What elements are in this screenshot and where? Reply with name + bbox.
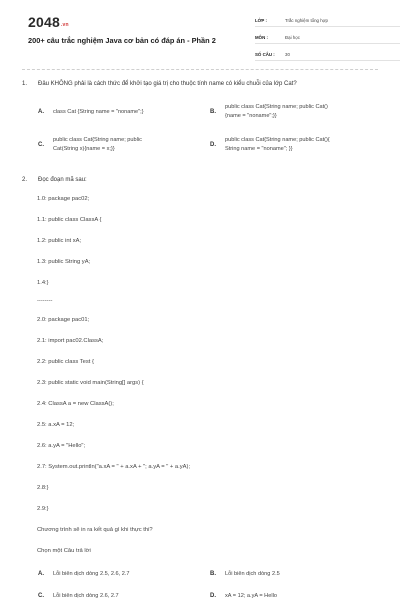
question-number: 2. (22, 177, 28, 183)
meta-label: LỚP : (255, 17, 267, 23)
question-prompt: Chương trình sẽ in ra kết quả gì khi thực thi? (37, 527, 153, 533)
option-letter: A. (38, 571, 44, 577)
answer-instruction: Chọn một Câu trả lời (37, 548, 91, 554)
meta-value: Trắc nghiệm tổng hợp (285, 17, 328, 23)
logo-tld: .vn (60, 22, 69, 28)
option-line: String name = "noname"; }} (225, 146, 293, 152)
meta-value: Đại học (285, 34, 300, 40)
question-number: 1. (22, 81, 28, 87)
question-text: Đọc đoạn mã sau: (38, 177, 87, 183)
code-separator: -------- (37, 298, 53, 304)
meta-row-count (255, 48, 400, 61)
option-line: Lỗi biên dịch dòng 2.5 (225, 571, 280, 577)
question-text: Đâu KHÔNG phải là cách thức để khởi tạo giá trị cho thuộc tính name có kiểu chuỗi của lớp Cat? (38, 81, 297, 87)
option-line: public class Cat{String name; public (53, 137, 142, 143)
code-line: 1.0: package pac02; (37, 196, 90, 202)
code-line: 2.1: import pac02.ClassA; (37, 338, 104, 344)
option-line: Lỗi biên dịch dòng 2.6, 2.7 (53, 593, 119, 599)
option-text (53, 136, 193, 154)
header-divider (22, 69, 378, 70)
option-text (53, 570, 193, 579)
meta-panel (255, 14, 400, 65)
option-line: Cat(String x){name = x;}} (53, 146, 115, 152)
meta-row-subject (255, 31, 400, 44)
meta-row-class (255, 14, 400, 27)
site-logo[interactable] (28, 14, 69, 30)
code-line: 2.5: a.xA = 12; (37, 422, 75, 428)
code-line: 1.3: public String yA; (37, 259, 91, 265)
logo-text: 2048 (28, 14, 60, 30)
option-line: xA = 12; a.yA = Hello (225, 593, 277, 599)
option-letter: D. (210, 142, 216, 148)
option-text (53, 108, 193, 117)
option-letter: A. (38, 109, 44, 115)
option-line: public class Cat{String name; public Cat(){ (225, 137, 330, 143)
option-letter: B. (210, 571, 216, 577)
code-line: 2.9:} (37, 506, 49, 512)
code-line: 1.1: public class ClassA { (37, 217, 102, 223)
code-line: 2.2: public class Test { (37, 359, 94, 365)
option-text (225, 592, 365, 600)
option-letter: D. (210, 593, 216, 599)
worksheet-title: 200+ câu trắc nghiệm Java cơ bản có đáp án - Phần 2 (28, 36, 216, 45)
option-text (225, 103, 365, 121)
worksheet-header (22, 0, 378, 70)
option-line: class Cat {String name = "noname";} (53, 109, 144, 115)
code-line: 2.0: package pac01; (37, 317, 90, 323)
code-line: 1.2: public int xA; (37, 238, 82, 244)
option-letter: C. (38, 593, 44, 599)
code-line: 2.6: a.yA = "Hello"; (37, 443, 86, 449)
code-line: 2.8:} (37, 485, 49, 491)
code-line: 2.3: public static void main(String[] args) { (37, 380, 144, 386)
option-text (53, 592, 193, 600)
code-line: 1.4:} (37, 280, 49, 286)
meta-label: SỐ CÂU : (255, 51, 275, 57)
option-line: {name = "noname";}} (225, 113, 277, 119)
option-line: public class Cat{String name; public Cat() (225, 104, 328, 110)
meta-label: MÔN : (255, 34, 268, 40)
meta-value: 30 (285, 51, 290, 57)
code-line: 2.7: System.out.println("a.xA = " + a.xA + "; a.yA = " + a.yA); (37, 464, 191, 470)
option-text (225, 136, 365, 154)
option-line: Lỗi biên dịch dòng 2.5, 2.6, 2.7 (53, 571, 130, 577)
option-text (225, 570, 365, 579)
option-letter: C. (38, 142, 44, 148)
code-line: 2.4: ClassA a = new ClassA(); (37, 401, 114, 407)
option-letter: B. (210, 109, 216, 115)
